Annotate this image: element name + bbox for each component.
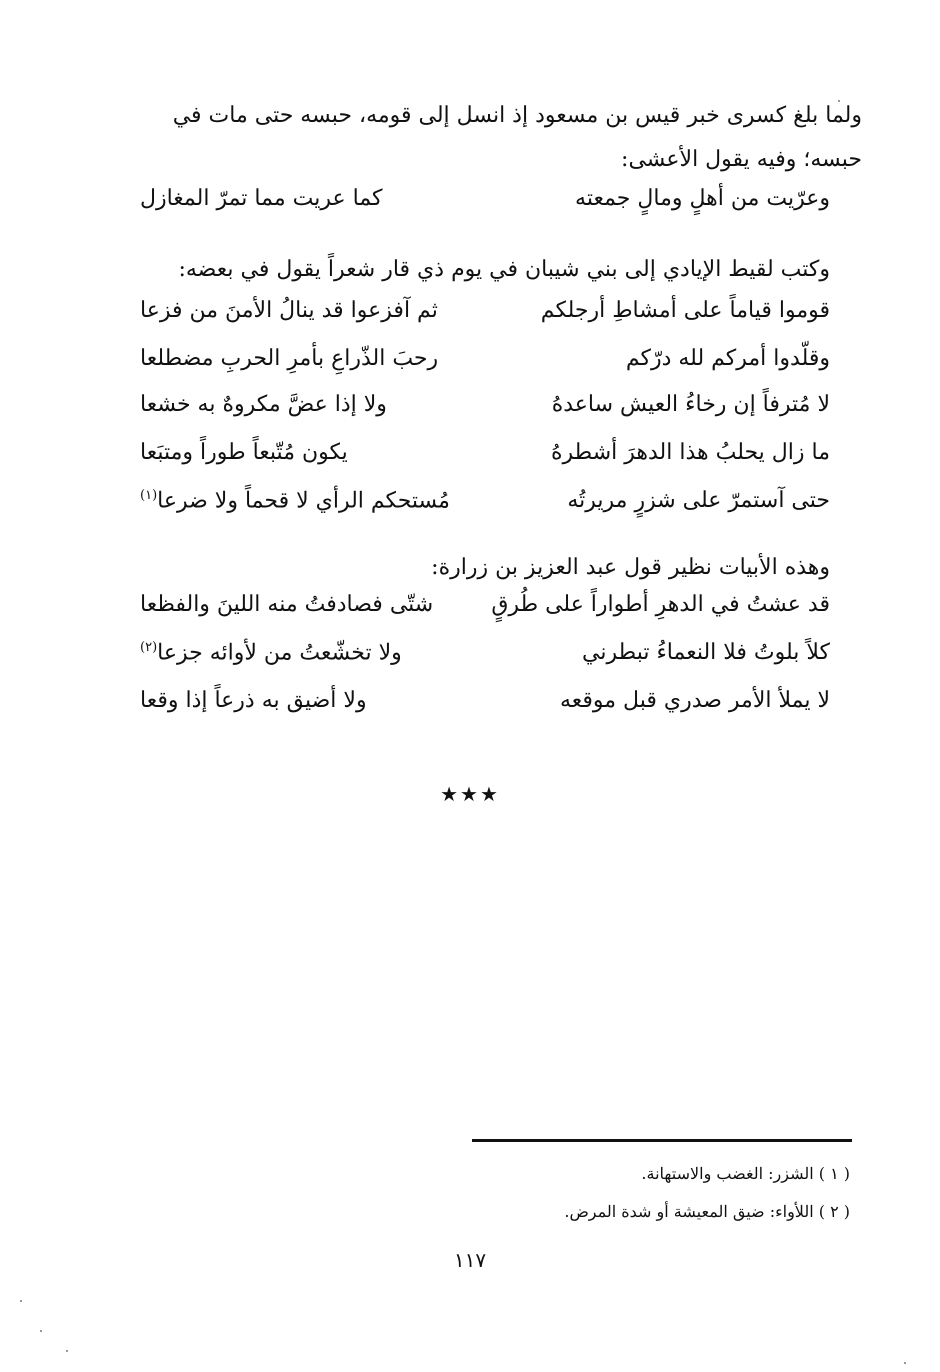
aziz-verse-2 <box>140 640 830 686</box>
hemistich-first: قد عشتُ في الدهرِ أطواراً على طُرقٍ <box>491 592 830 617</box>
footnote-ref-2: (٢) <box>140 640 158 655</box>
hemistich-text: مُستحكم الرأي لا قحماً ولا ضرعا <box>157 488 450 514</box>
hemistich-first: حتى آستمرّ على شزرٍ مريرتُه <box>567 488 830 513</box>
laqit-verse-2 <box>140 346 830 392</box>
hemistich-second <box>140 488 450 513</box>
page-number: ١١٧ <box>453 1248 487 1272</box>
scan-speck <box>20 1300 22 1302</box>
hemistich-second: ولا أضيق به ذرعاً إذا وقعا <box>140 688 367 713</box>
laqit-verse-1 <box>140 298 830 344</box>
hemistich-first: لا يملأ الأمر صدري قبل موقعه <box>559 688 830 713</box>
aziz-intro: وهذه الأبيات نظير قول عبد العزيز بن زرارة: <box>431 555 830 580</box>
hemistich-first: ما زال يحلبُ هذا الدهرَ أشطرهُ <box>550 440 830 465</box>
footnote-divider <box>472 1139 852 1142</box>
hemistich-first: قوموا قياماً على أمشاطِ أرجلكم <box>540 298 830 323</box>
verse-a-first-hemistich: وعرّيت من أهلٍ ومالٍ جمعته <box>575 186 830 211</box>
aziz-verse-3 <box>140 688 830 734</box>
hemistich-first: وقلّدوا أمركم لله درّكم <box>625 346 830 371</box>
verse-a-second-hemistich: كما عريت مما تمرّ المغازل <box>140 186 383 211</box>
hemistich-text: ولا تخشّعتُ من لأوائه جزعا <box>157 640 402 666</box>
scan-speck <box>838 100 840 102</box>
footnote-1: ( ١ ) الشزر: الغضب والاستهانة. <box>641 1164 850 1183</box>
laqit-intro: وكتب لقيط الإيادي إلى بني شيبان في يوم ذي قار شعراً يقول في بعضه: <box>178 257 830 282</box>
section-separator: ★★★ <box>440 782 500 806</box>
verse-a <box>140 186 830 232</box>
hemistich-first: كلاً بلوتُ فلا النعماءُ تبطرني <box>582 640 830 665</box>
footnote-ref-1: (١) <box>140 488 158 503</box>
hemistich-second: ولا إذا عضَّ مكروهٌ به خشعا <box>140 392 387 417</box>
laqit-verse-5 <box>140 488 830 534</box>
hemistich-second: شتّى فصادفتُ منه اللينَ والفظعا <box>140 592 434 617</box>
scan-speck <box>904 1362 906 1364</box>
intro-line-2: حبسه؛ وفيه يقول الأعشى: <box>621 147 862 172</box>
hemistich-second: رحبَ الذّراعِ بأمرِ الحربِ مضطلعا <box>140 346 439 371</box>
hemistich-second: يكون مُتّبعاً طوراً ومتبَعا <box>140 440 348 465</box>
hemistich-first: لا مُترفاً إن رخاءُ العيش ساعدهُ <box>551 392 830 417</box>
scan-speck <box>66 1350 68 1352</box>
footnote-2: ( ٢ ) اللأواء: ضيق المعيشة أو شدة المرض. <box>564 1202 850 1221</box>
hemistich-second: ثم آفزعوا قد ينالُ الأمنَ من فزعا <box>140 298 438 323</box>
intro-line-1: ولما بلغ كسرى خبر قيس بن مسعود إذ انسل إلى قومه، حبسه حتى مات في <box>172 103 862 128</box>
aziz-verse-1 <box>140 592 830 638</box>
scan-speck <box>40 1330 42 1332</box>
laqit-verse-3 <box>140 392 830 438</box>
laqit-verse-4 <box>140 440 830 486</box>
hemistich-second <box>140 640 402 665</box>
